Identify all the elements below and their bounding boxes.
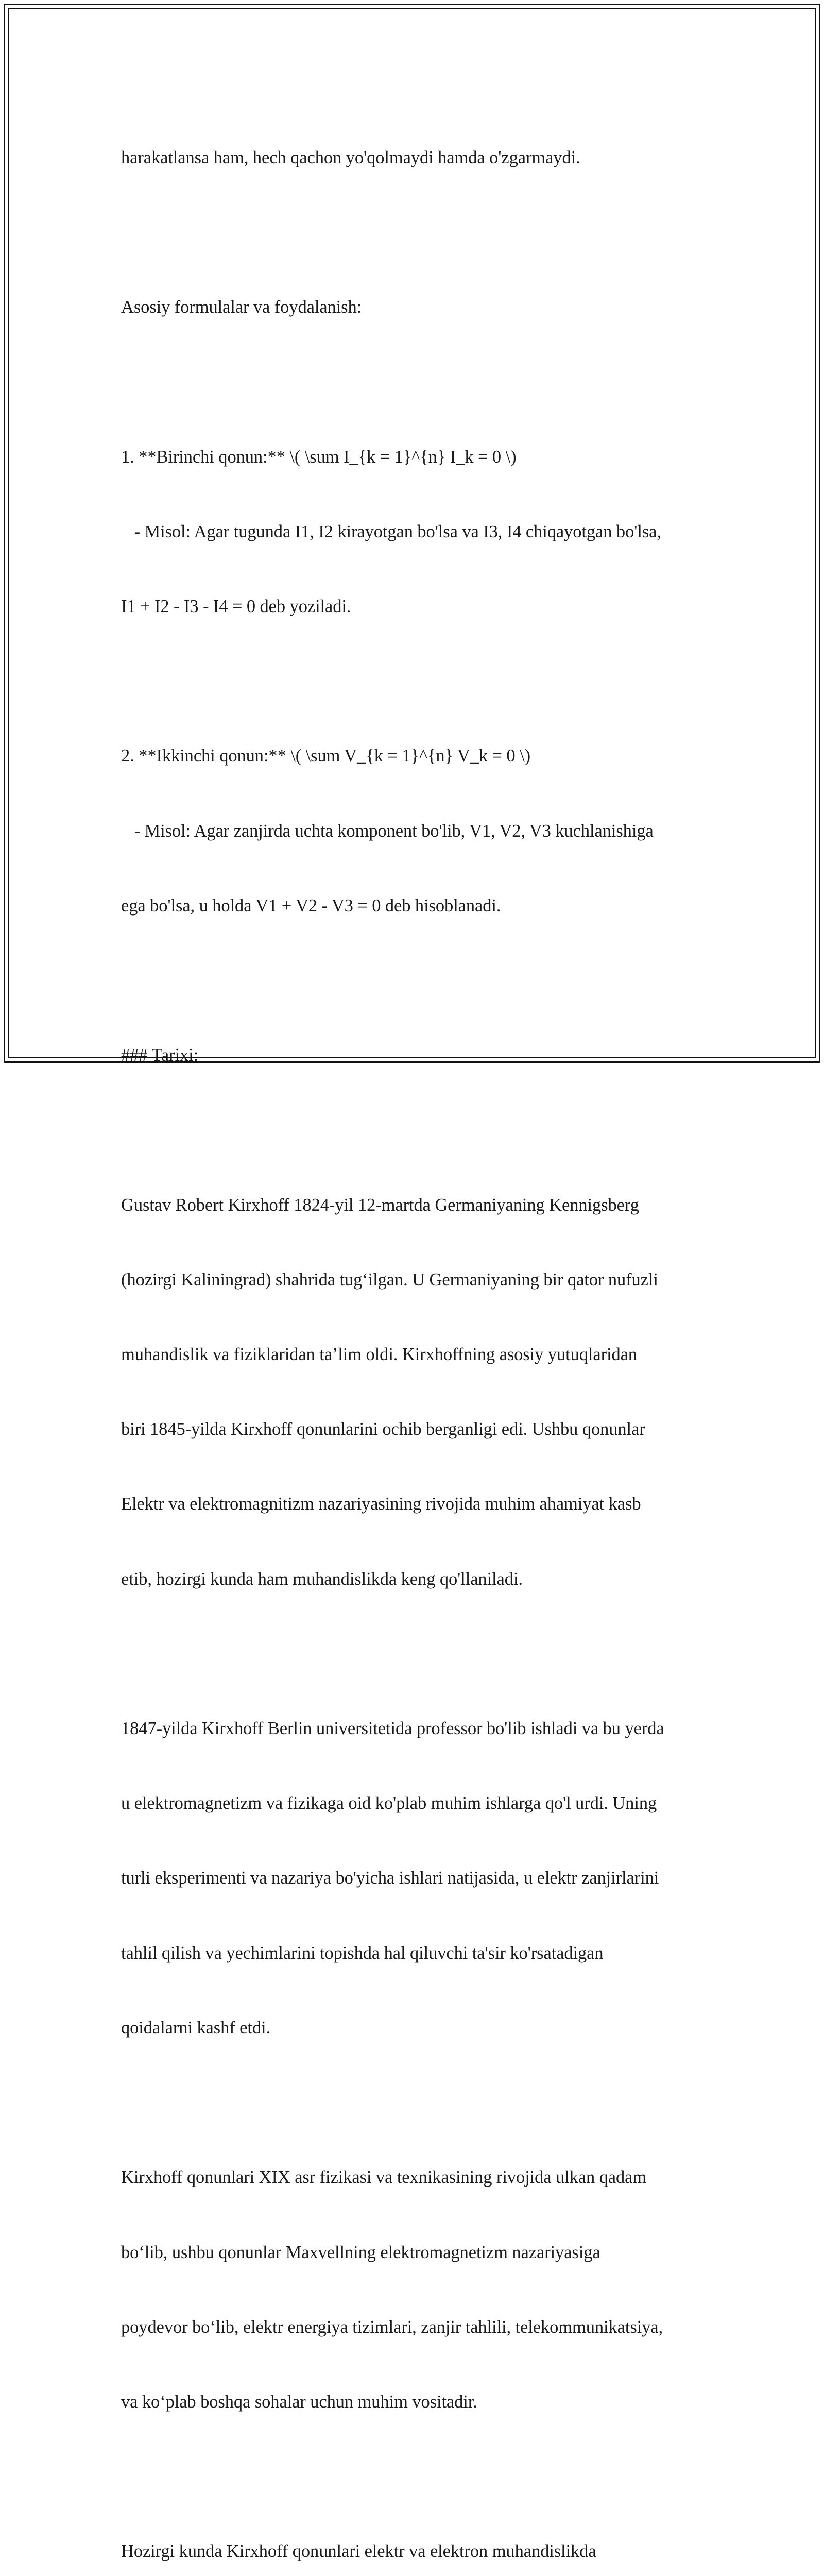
text-line: - Misol: Agar tugunda I1, I2 kirayotgan bo'lsa va I3, I4 chiqayotgan bo'lsa,: [121, 521, 661, 541]
text-line: va ko‘plab boshqa sohalar uchun muhim vositadir.: [121, 2392, 477, 2412]
text-line: tahlil qilish va yechimlarini topishda hal qiluvchi ta'sir ko'rsatadigan: [121, 1943, 604, 1963]
text-line: ega bo'lsa, u holda V1 + V2 - V3 = 0 deb hisoblanadi.: [121, 895, 501, 916]
document-text: [121, 95, 718, 2576]
text-line: muhandislik va fiziklaridan ta’lim oldi. Kirxhoffning asosiy yutuqlaridan: [121, 1345, 637, 1365]
blank-line: [121, 968, 718, 993]
formula-item-2: 2. **Ikkinchi qonun:** \( \sum V_{k = 1}^{n} V_k = 0 \): [121, 746, 530, 766]
blank-line: [121, 2464, 718, 2489]
text-line: (hozirgi Kaliningrad) shahrida tug‘ilgan. U Germaniyaning bir qator nufuzli: [121, 1269, 658, 1290]
text-line: etib, hozirgi kunda ham muhandislikda keng qo'llaniladi.: [121, 1569, 523, 1589]
text-line: I1 + I2 - I3 - I4 = 0 deb yoziladi.: [121, 597, 351, 617]
text-line: Elektr va elektromagnitizm nazariyasining rivojida muhim ahamiyat kasb: [121, 1494, 641, 1514]
section-heading: Asosiy formulalar va foydalanish:: [121, 297, 362, 317]
blank-line: [121, 1117, 718, 1142]
text-line: Hozirgi kunda Kirxhoff qonunlari elektr va elektron muhandislikda: [121, 2541, 596, 2562]
text-line: biri 1845-yilda Kirxhoff qonunlarini ochib berganligi edi. Ushbu qonunlar: [121, 1419, 645, 1439]
text-line: - Misol: Agar zanjirda uchta komponent bo'lib, V1, V2, V3 kuchlanishiga: [121, 821, 654, 841]
blank-line: [121, 1641, 718, 1666]
text-line: 1847-yilda Kirxhoff Berlin universitetida professor bo'lib ishladi va bu yerda: [121, 1719, 664, 1739]
text-line: poydevor bo‘lib, elektr energiya tizimlari, zanjir tahlili, telekommunikatsiya,: [121, 2317, 663, 2337]
text-line: bo‘lib, ushbu qonunlar Maxvellning elektromagnetizm nazariyasiga: [121, 2242, 600, 2262]
text-line: harakatlansa ham, hech qachon yo'qolmaydi hamda o'zgarmaydi.: [121, 147, 580, 167]
text-line: turli eksperimenti va nazariya bo'yicha ishlari natijasida, u elektr zanjirlarini: [121, 1868, 659, 1888]
history-heading: ### Tarixi:: [121, 1045, 199, 1065]
blank-line: [121, 669, 718, 693]
formula-item-1: 1. **Birinchi qonun:** \( \sum I_{k = 1}^{n} I_k = 0 \): [121, 447, 517, 467]
blank-line: [121, 369, 718, 394]
text-line: qoidalarni kashf etdi.: [121, 2018, 271, 2038]
blank-line: [121, 220, 718, 245]
text-line: u elektromagnetizm va fizikaga oid ko'plab muhim ishlarga qo'l urdi. Uning: [121, 1793, 657, 1814]
text-line: Kirxhoff qonunlari XIX asr fizikasi va texnikasining rivojida ulkan qadam: [121, 2167, 647, 2188]
blank-line: [121, 2090, 718, 2115]
text-line: Gustav Robert Kirxhoff 1824-yil 12-martda Germaniyaning Kennigsberg: [121, 1195, 639, 1215]
